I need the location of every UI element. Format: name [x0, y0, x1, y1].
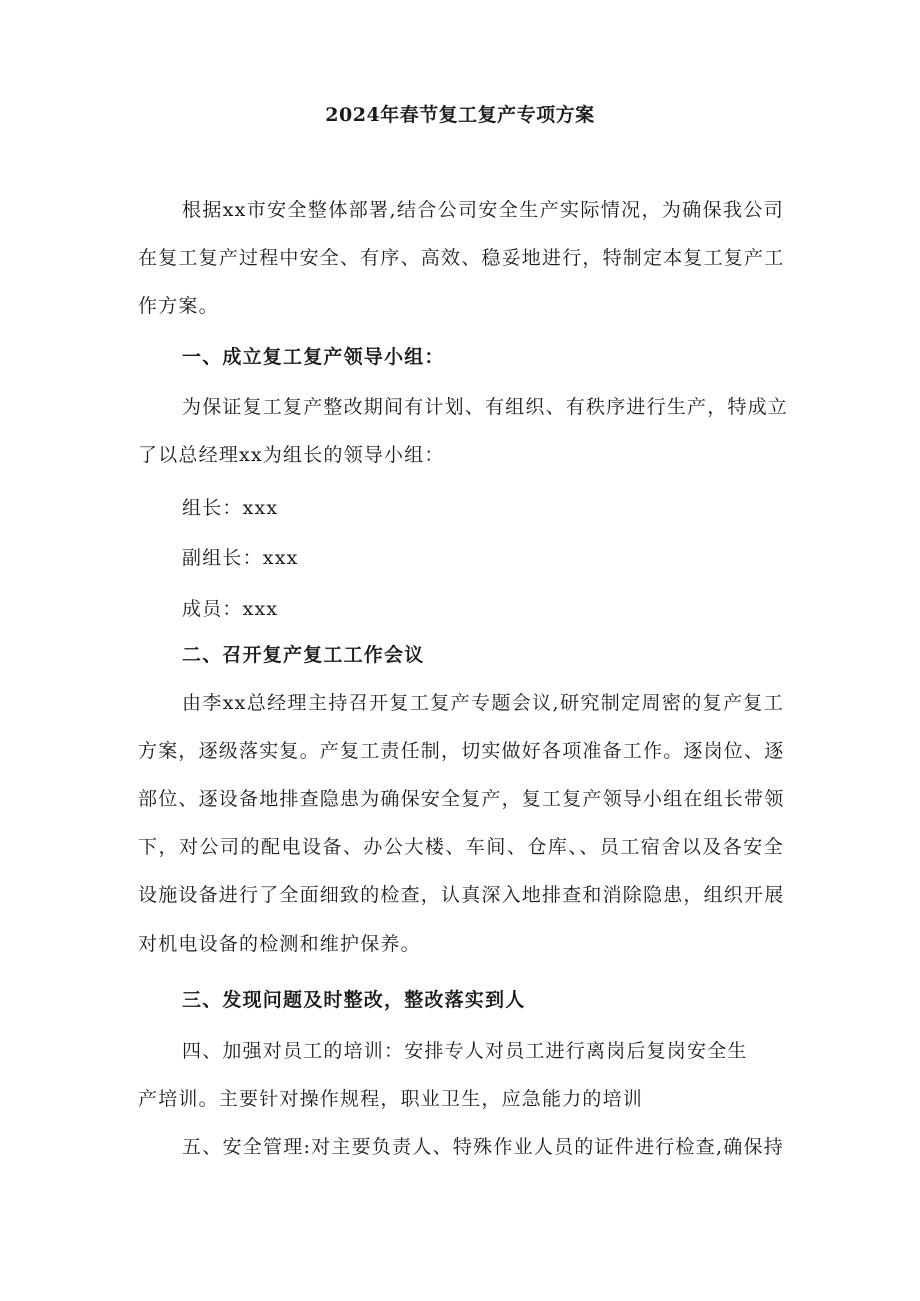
- document-title: 2024年春节复工复产专项方案: [325, 104, 595, 126]
- section-5-line-1: 五、安全管理:对主要负责人、特殊作业人员的证件进行检查,确保持: [182, 1136, 784, 1158]
- intro-line-2: 在复工复产过程中安全、有序、高效、稳妥地进行，特制定本复工复产工: [138, 247, 785, 269]
- section-2-line-1: 由李xx总经理主持召开复工复产专题会议,研究制定周密的复产复工: [182, 692, 784, 714]
- section-3-heading: 三、发现问题及时整改，整改落实到人: [182, 989, 526, 1011]
- section-2-heading: 二、召开复产复工工作会议: [182, 644, 425, 666]
- intro-line-3: 作方案。: [138, 295, 219, 317]
- section-1-line-1: 为保证复工复产整改期间有计划、有组织、有秩序进行生产，特成立: [182, 396, 789, 418]
- section-2-line-3: 部位、逐设备地排查隐患为确保安全复产，复工复产领导小组在组长带领: [138, 788, 785, 810]
- section-4-line-1: 四、加强对员工的培训：安排专人对员工进行离岗后复岗安全生: [182, 1040, 748, 1062]
- section-1-heading: 一、成立复工复产领导小组：: [182, 346, 445, 368]
- section-2-line-4: 下，对公司的配电设备、办公大楼、车间、仓库、、员工宿舍以及各安全: [138, 836, 784, 858]
- section-1-line-2: 了以总经理xx为组长的领导小组：: [138, 444, 445, 466]
- section-2-line-6: 对机电设备的检测和维护保养。: [138, 933, 421, 955]
- leader-line: 组长：xxx: [182, 497, 279, 519]
- section-2-line-2: 方案，逐级落实复。产复工责任制，切实做好各项准备工作。逐岗位、逐: [138, 740, 785, 762]
- members-line: 成员：xxx: [182, 598, 279, 620]
- section-2-line-5: 设施设备进行了全面细致的检查，认真深入地排查和消除隐患，组织开展: [138, 884, 785, 906]
- deputy-leader-line: 副组长：xxx: [182, 547, 299, 569]
- intro-line-1: 根据xx市安全整体部署,结合公司安全生产实际情况，为确保我公司: [182, 199, 784, 221]
- section-4-line-2: 产培训。主要针对操作规程，职业卫生，应急能力的培训: [138, 1088, 644, 1110]
